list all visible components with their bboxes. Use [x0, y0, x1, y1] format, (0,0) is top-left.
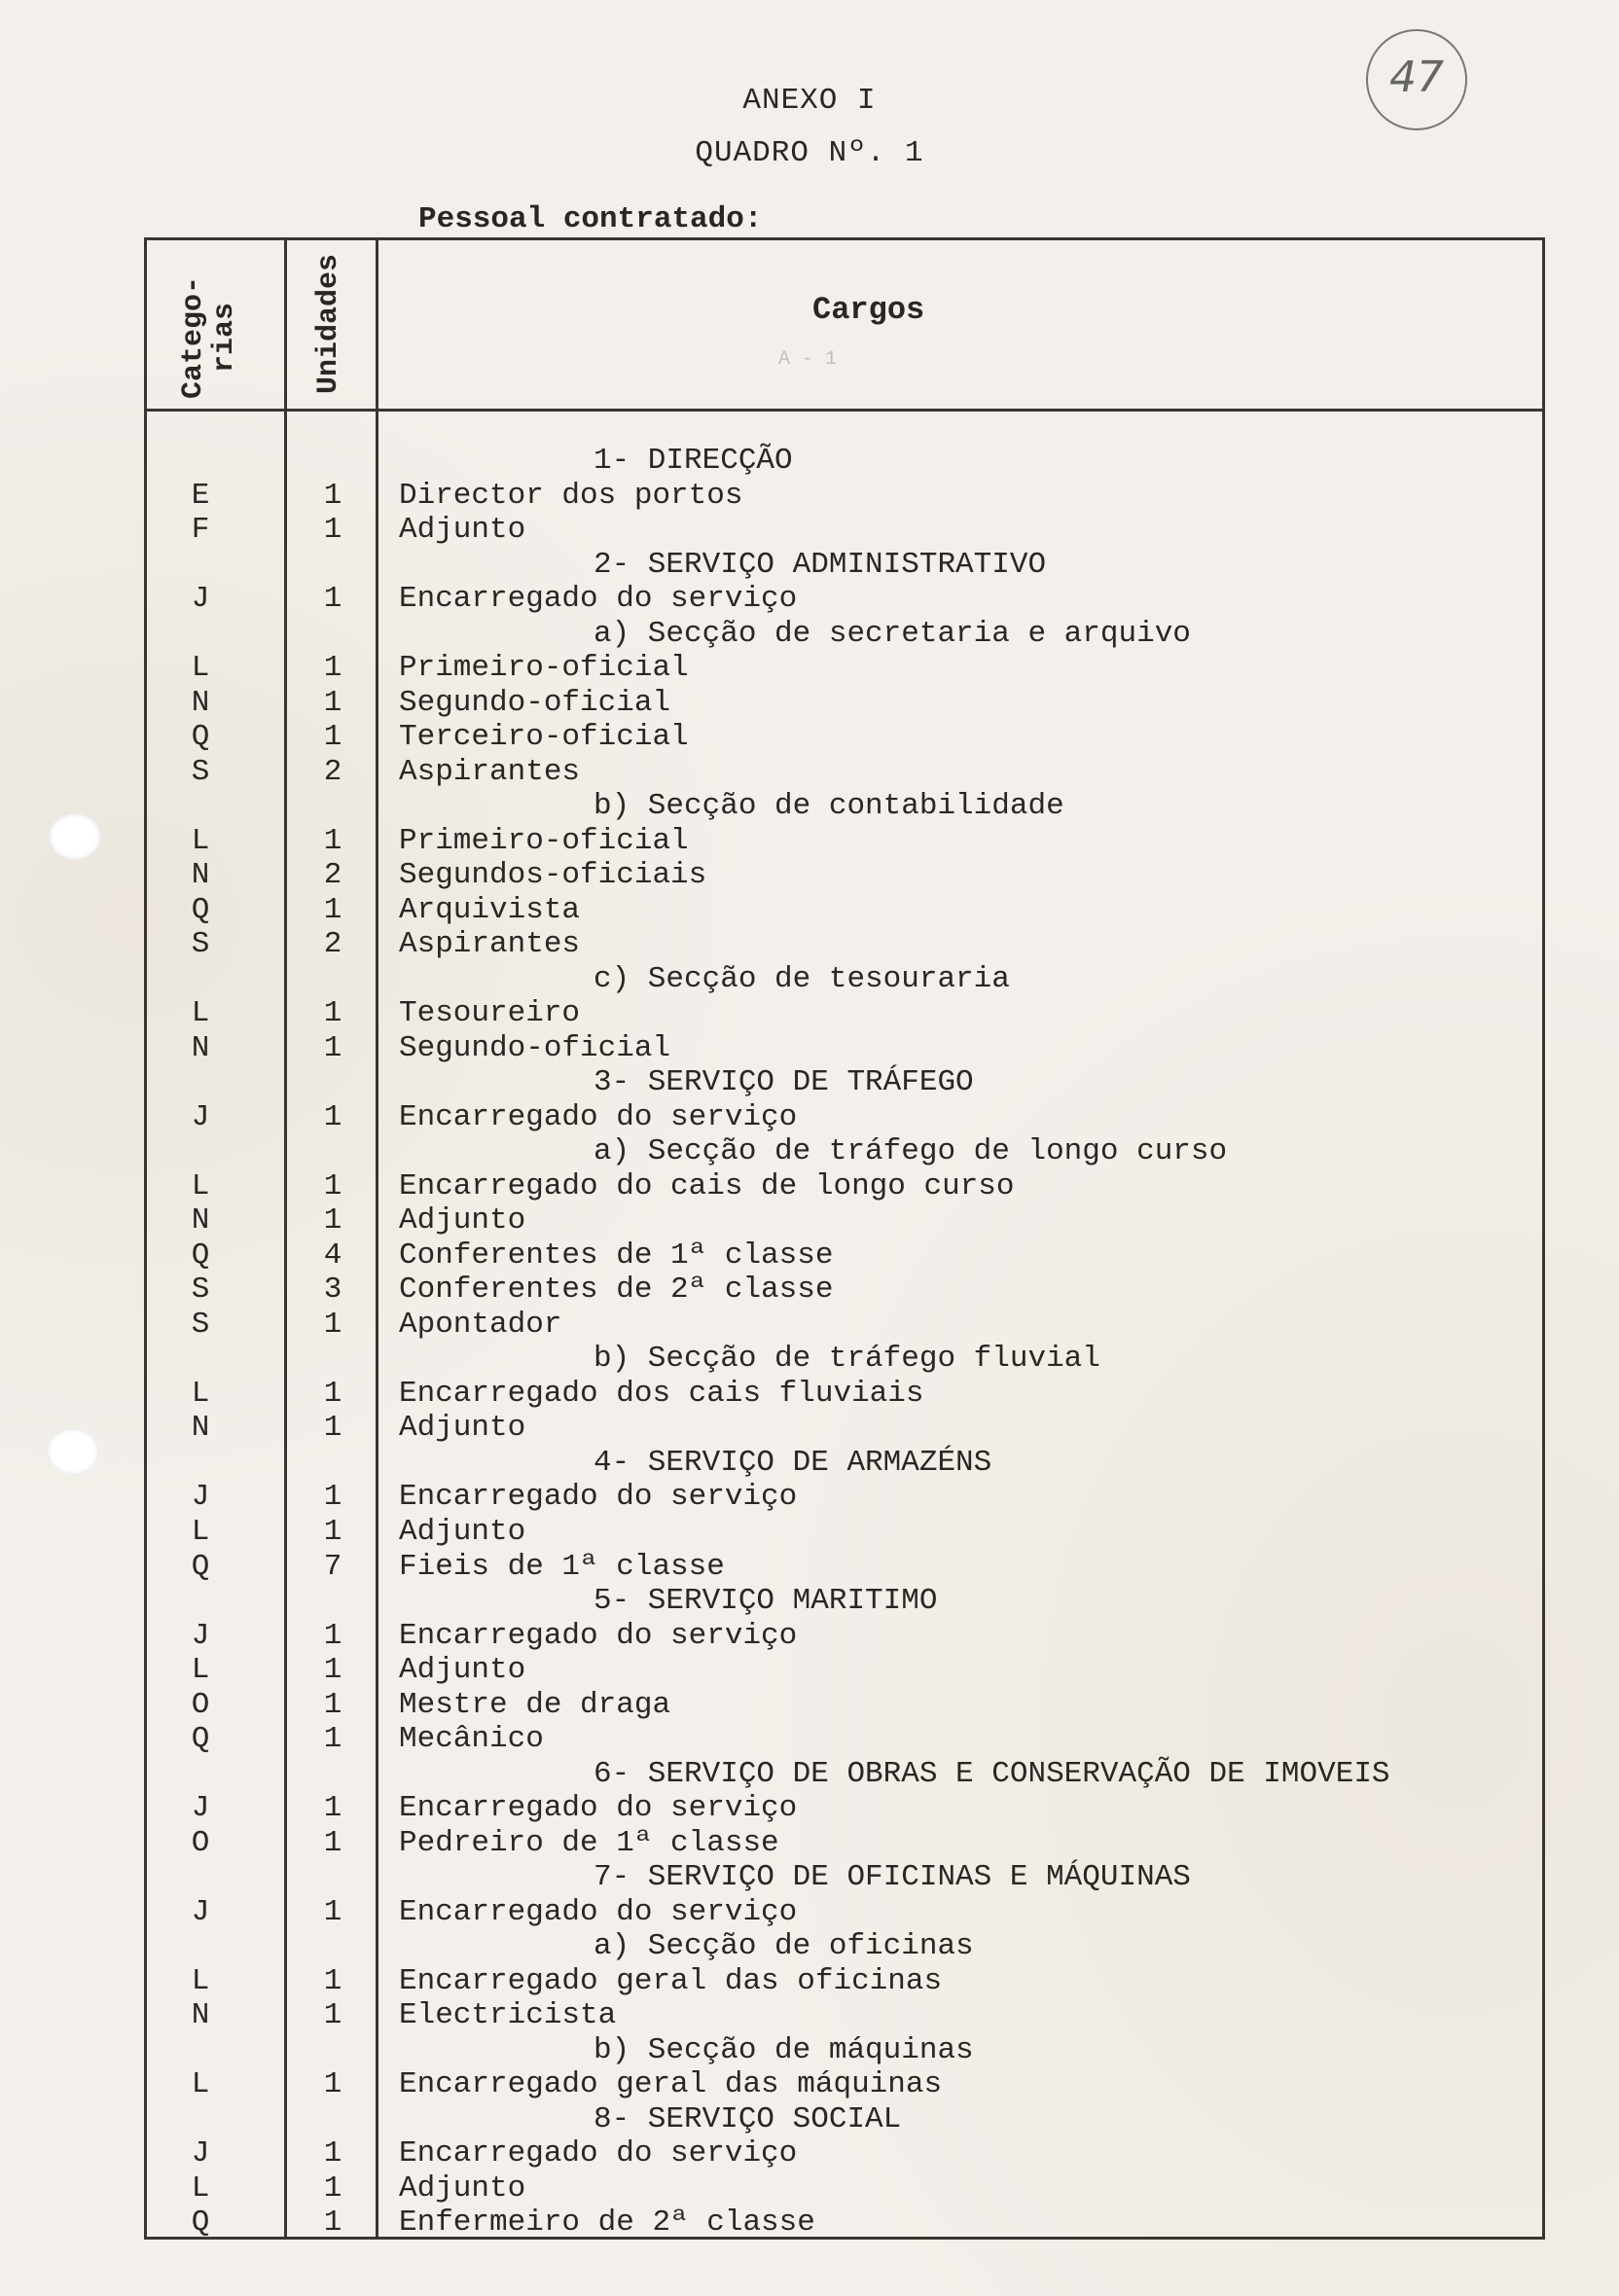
- table-row: [0, 651, 1619, 686]
- units-cell: 1: [323, 1894, 342, 1929]
- units-cell: 1: [323, 1722, 342, 1757]
- position-cell: Encarregado do serviço: [399, 1480, 798, 1515]
- table-number: QUADRO Nº. 1: [695, 136, 924, 170]
- category-cell: N: [191, 1203, 210, 1238]
- column-header-cargos: Cargos: [812, 292, 925, 328]
- subsection-heading-row: [0, 2033, 1619, 2068]
- position-cell: Primeiro-oficial: [399, 651, 689, 686]
- subsection-heading-row: [0, 1134, 1619, 1169]
- position-cell: 5- SERVIÇO MARITIMO: [594, 1584, 938, 1619]
- units-cell: 1: [323, 651, 342, 686]
- position-cell: b) Secção de tráfego fluvial: [594, 1342, 1100, 1377]
- position-cell: Fieis de 1ª classe: [399, 1549, 725, 1584]
- units-cell: 1: [323, 1411, 342, 1446]
- units-cell: 1: [323, 478, 342, 513]
- table-row: [0, 824, 1619, 859]
- units-cell: 1: [323, 1514, 342, 1549]
- table-row: [0, 996, 1619, 1031]
- table-row: [0, 755, 1619, 790]
- position-cell: Apontador: [399, 1307, 562, 1342]
- table-row: [0, 1515, 1619, 1550]
- subsection-heading-row: [0, 1929, 1619, 1964]
- units-cell: 1: [323, 1618, 342, 1653]
- category-cell: J: [191, 1480, 210, 1515]
- position-cell: 8- SERVIÇO SOCIAL: [594, 2101, 902, 2136]
- position-cell: Aspirantes: [399, 927, 581, 962]
- position-cell: Encarregado do serviço: [399, 1099, 798, 1134]
- category-cell: J: [191, 1618, 210, 1653]
- table-row: [0, 1203, 1619, 1238]
- table-row: [0, 1619, 1619, 1654]
- position-cell: Encarregado do serviço: [399, 1791, 798, 1826]
- units-cell: 2: [323, 858, 342, 893]
- position-cell: 2- SERVIÇO ADMINISTRATIVO: [594, 547, 1047, 582]
- section-heading-row: [0, 2102, 1619, 2137]
- category-cell: S: [191, 1273, 210, 1308]
- category-cell: L: [191, 651, 210, 686]
- position-cell: Adjunto: [399, 1203, 526, 1238]
- column-header-unidades: Unidades: [312, 253, 345, 395]
- table-row: [0, 1273, 1619, 1308]
- section-heading-row: [0, 1584, 1619, 1619]
- units-cell: 1: [323, 1307, 342, 1342]
- units-cell: 1: [323, 892, 342, 927]
- position-cell: Mecânico: [399, 1722, 544, 1757]
- table-row: [0, 1377, 1619, 1412]
- position-cell: Adjunto: [399, 1411, 526, 1446]
- category-cell: Q: [191, 2206, 210, 2241]
- position-cell: 4- SERVIÇO DE ARMAZÉNS: [594, 1445, 992, 1480]
- position-cell: Director dos portos: [399, 478, 743, 513]
- units-cell: 1: [323, 685, 342, 720]
- page-number: 47: [1366, 29, 1467, 130]
- category-cell: L: [191, 1514, 210, 1549]
- category-cell: L: [191, 1376, 210, 1411]
- section-heading-row: [0, 1860, 1619, 1895]
- units-cell: 1: [323, 1998, 342, 2033]
- units-cell: 1: [323, 2206, 342, 2241]
- section-heading-row: [0, 1065, 1619, 1100]
- units-cell: 1: [323, 582, 342, 617]
- position-cell: 6- SERVIÇO DE OBRAS E CONSERVAÇÃO DE IMOVEIS: [594, 1756, 1390, 1791]
- units-cell: 1: [323, 1099, 342, 1134]
- table-row: [0, 1895, 1619, 1930]
- position-cell: Encarregado do serviço: [399, 1618, 798, 1653]
- table-row: [0, 479, 1619, 514]
- table-row: [0, 582, 1619, 617]
- position-cell: c) Secção de tesouraria: [594, 961, 1010, 996]
- section-heading-row: [0, 1446, 1619, 1481]
- category-cell: N: [191, 1411, 210, 1446]
- category-cell: N: [191, 1998, 210, 2033]
- table-row: [0, 2067, 1619, 2102]
- position-cell: Encarregado do serviço: [399, 1894, 798, 1929]
- table-row: [0, 893, 1619, 928]
- position-cell: Encarregado do cais de longo curso: [399, 1168, 1015, 1203]
- units-cell: 1: [323, 996, 342, 1031]
- category-cell: O: [191, 1687, 210, 1722]
- faint-mark: A - 1: [778, 348, 838, 371]
- position-cell: Primeiro-oficial: [399, 823, 689, 858]
- category-cell: L: [191, 1168, 210, 1203]
- position-cell: Encarregado do serviço: [399, 2136, 798, 2171]
- category-cell: N: [191, 858, 210, 893]
- position-cell: Segundo-oficial: [399, 1030, 671, 1065]
- category-cell: Q: [191, 892, 210, 927]
- category-cell: S: [191, 754, 210, 789]
- category-cell: L: [191, 996, 210, 1031]
- position-cell: Conferentes de 1ª classe: [399, 1238, 834, 1273]
- position-cell: Mestre de draga: [399, 1687, 671, 1722]
- table-row: [0, 858, 1619, 893]
- category-cell: O: [191, 1825, 210, 1860]
- table-row: [0, 513, 1619, 548]
- table-row: [0, 1238, 1619, 1274]
- category-cell: L: [191, 2067, 210, 2102]
- position-cell: Conferentes de 2ª classe: [399, 1273, 834, 1308]
- position-cell: Aspirantes: [399, 754, 581, 789]
- units-cell: 1: [323, 1376, 342, 1411]
- table-row: [0, 1550, 1619, 1585]
- category-cell: Q: [191, 1549, 210, 1584]
- category-cell: N: [191, 685, 210, 720]
- position-cell: Segundos-oficiais: [399, 858, 707, 893]
- position-cell: Adjunto: [399, 1514, 526, 1549]
- position-cell: Terceiro-oficial: [399, 720, 689, 755]
- category-cell: L: [191, 1653, 210, 1688]
- units-cell: 1: [323, 2170, 342, 2206]
- units-cell: 1: [323, 1030, 342, 1065]
- category-cell: Q: [191, 1238, 210, 1273]
- units-cell: 1: [323, 823, 342, 858]
- units-cell: 2: [323, 927, 342, 962]
- units-cell: 1: [323, 1653, 342, 1688]
- category-cell: J: [191, 1791, 210, 1826]
- subsection-heading-row: [0, 962, 1619, 997]
- subtitle: Pessoal contratado:: [418, 202, 763, 236]
- column-header-categorias: Catego- rias: [177, 275, 241, 400]
- position-cell: Adjunto: [399, 1653, 526, 1688]
- table-row: [0, 686, 1619, 721]
- category-cell: S: [191, 1307, 210, 1342]
- position-cell: Encarregado geral das oficinas: [399, 1963, 943, 1998]
- units-cell: 4: [323, 1238, 342, 1273]
- units-cell: 1: [323, 1825, 342, 1860]
- units-cell: 1: [323, 1791, 342, 1826]
- section-heading-row: [0, 1757, 1619, 1792]
- units-cell: 1: [323, 513, 342, 548]
- table-row: [0, 1308, 1619, 1343]
- subsection-heading-row: [0, 1342, 1619, 1377]
- table-row: [0, 1480, 1619, 1515]
- table-row: [0, 927, 1619, 962]
- units-cell: 1: [323, 1480, 342, 1515]
- category-cell: J: [191, 1894, 210, 1929]
- position-cell: Electricista: [399, 1998, 617, 2033]
- position-cell: a) Secção de secretaria e arquivo: [594, 616, 1191, 651]
- position-cell: b) Secção de contabilidade: [594, 789, 1064, 824]
- header-divider: [144, 409, 1545, 412]
- table-row: [0, 2171, 1619, 2206]
- units-cell: 1: [323, 2067, 342, 2102]
- section-heading-row: [0, 548, 1619, 583]
- category-cell: F: [191, 513, 210, 548]
- category-cell: J: [191, 2136, 210, 2171]
- table-row: [0, 1169, 1619, 1204]
- position-cell: Enfermeiro de 2ª classe: [399, 2206, 815, 2241]
- category-cell: J: [191, 1099, 210, 1134]
- category-cell: J: [191, 582, 210, 617]
- table-row: [0, 1411, 1619, 1446]
- units-cell: 3: [323, 1273, 342, 1308]
- position-cell: 3- SERVIÇO DE TRÁFEGO: [594, 1065, 974, 1100]
- position-cell: Adjunto: [399, 513, 526, 548]
- table-row: [0, 1031, 1619, 1066]
- position-cell: 1- DIRECÇÃO: [594, 444, 793, 478]
- units-cell: 1: [323, 720, 342, 755]
- table-row: [0, 1964, 1619, 1999]
- units-cell: 7: [323, 1549, 342, 1584]
- table-body: [0, 444, 1619, 2241]
- position-cell: Encarregado dos cais fluviais: [399, 1376, 924, 1411]
- category-cell: S: [191, 927, 210, 962]
- position-cell: 7- SERVIÇO DE OFICINAS E MÁQUINAS: [594, 1860, 1191, 1895]
- table-row: [0, 1653, 1619, 1688]
- units-cell: 2: [323, 754, 342, 789]
- position-cell: a) Secção de tráfego de longo curso: [594, 1134, 1228, 1169]
- table-row: [0, 2206, 1619, 2241]
- table-row: [0, 1100, 1619, 1135]
- units-cell: 1: [323, 1203, 342, 1238]
- table-row: [0, 1826, 1619, 1861]
- table-row: [0, 2136, 1619, 2171]
- position-cell: a) Secção de oficinas: [594, 1929, 974, 1964]
- position-cell: b) Secção de máquinas: [594, 2032, 974, 2067]
- position-cell: Arquivista: [399, 892, 581, 927]
- category-cell: L: [191, 2170, 210, 2206]
- position-cell: Encarregado do serviço: [399, 582, 798, 617]
- category-cell: L: [191, 1963, 210, 1998]
- position-cell: Adjunto: [399, 2170, 526, 2206]
- category-cell: Q: [191, 1722, 210, 1757]
- table-row: [0, 720, 1619, 755]
- table-row: [0, 1998, 1619, 2033]
- category-cell: L: [191, 823, 210, 858]
- position-cell: Segundo-oficial: [399, 685, 671, 720]
- position-cell: Pedreiro de 1ª classe: [399, 1825, 779, 1860]
- table-row: [0, 1722, 1619, 1757]
- subsection-heading-row: [0, 617, 1619, 652]
- units-cell: 1: [323, 1963, 342, 1998]
- category-cell: N: [191, 1030, 210, 1065]
- annex-title: ANEXO I: [742, 84, 877, 118]
- position-cell: Encarregado geral das máquinas: [399, 2067, 943, 2102]
- units-cell: 1: [323, 1168, 342, 1203]
- table-row: [0, 1688, 1619, 1723]
- category-cell: E: [191, 478, 210, 513]
- category-cell: Q: [191, 720, 210, 755]
- units-cell: 1: [323, 1687, 342, 1722]
- section-heading-row: [0, 444, 1619, 479]
- table-row: [0, 1791, 1619, 1826]
- units-cell: 1: [323, 2136, 342, 2171]
- position-cell: Tesoureiro: [399, 996, 581, 1031]
- subsection-heading-row: [0, 789, 1619, 824]
